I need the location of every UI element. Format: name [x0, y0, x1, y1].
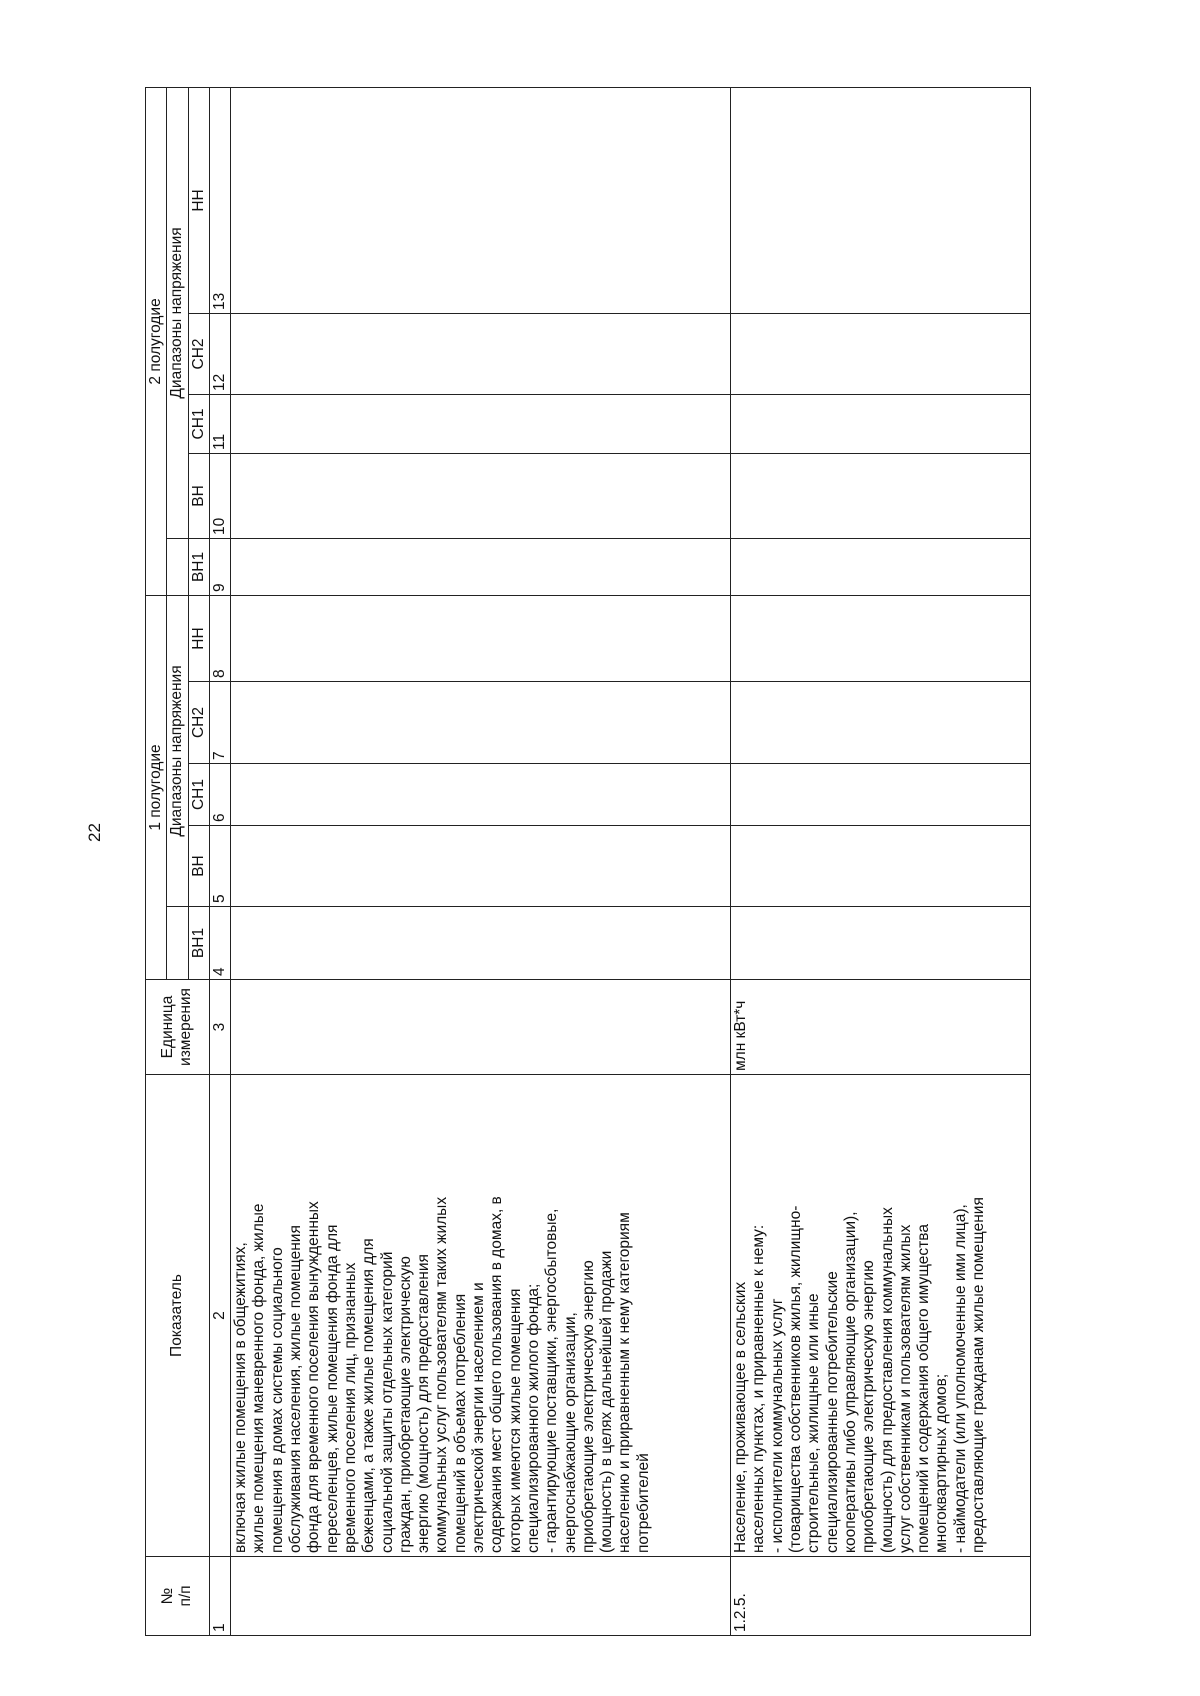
table-row: [231, 87, 731, 1635]
header-sn1-1: СН1: [188, 764, 209, 826]
col-number: 9: [209, 538, 230, 595]
header-half1: 1 полугодие: [146, 595, 167, 979]
col-number: 12: [209, 313, 230, 394]
header-vn-2: ВН: [188, 453, 209, 538]
header-nn-1: НН: [188, 595, 209, 681]
tariff-table: [145, 87, 1031, 1636]
header-ranges-1: Диапазоны напряжения: [167, 595, 188, 906]
col-number: 7: [209, 682, 230, 764]
col-number: 4: [209, 907, 230, 980]
row-unit: млн кВт*ч: [731, 980, 1031, 1075]
rotated-table-container: [145, 88, 1107, 1636]
header-vn1-1: ВН1: [188, 907, 209, 980]
page-number: 22: [85, 823, 104, 842]
row-num: 1.2.5.: [731, 1557, 1031, 1636]
col-number: 13: [209, 87, 230, 313]
header-sn1-2: СН1: [188, 394, 209, 453]
header-ranges-2: Диапазоны напряжения: [167, 87, 188, 538]
header-nn-2: НН: [188, 87, 209, 313]
col-number: 6: [209, 764, 230, 826]
col-number: 11: [209, 394, 230, 453]
row-num: [231, 1557, 731, 1636]
header-vn-1: ВН: [188, 826, 209, 907]
col-number: 1: [209, 1557, 230, 1636]
row-unit: [231, 980, 731, 1075]
header-unit: Единица измерения: [146, 980, 210, 1075]
column-number-row: [209, 87, 230, 1635]
header-indicator: Показатель: [146, 1075, 210, 1557]
col-number: 8: [209, 595, 230, 681]
col-number: 10: [209, 453, 230, 538]
header-half2: 2 полугодие: [146, 87, 167, 595]
header-sn2-2: СН2: [188, 313, 209, 394]
col-number: 5: [209, 826, 230, 907]
row-indicator: включая жилые помещения в общежитиях, жилые помещения маневренного фонда, жилые помещения в домах системы социального обслуживания населения, жилые помещения фонда для временного поселения вынужденных переселенцев, жилые помещения фонда для временного поселения лиц, признанных беженцами, а также жилые помещения для социальной защиты отдельных категорий граждан, приобретающие электрическую энергию (мощность) для предоставления коммунальных услуг пользователям таких жилых помещений в объемах потребления электрической энергии населением и содержания мест общего пользования в домах, в которых имеются жилые помещения специализированного жилого фонда; - гарантирующие поставщики, энергосбытовые, энергоснабжающие организации, приобретающие электрическую энергию (мощность) в целях дальнейшей продажи населению и приравненным к нему категориям потребителей: [231, 1075, 731, 1557]
header-vn1-2: ВН1: [188, 538, 209, 595]
col-number: 2: [209, 1075, 230, 1557]
col-number: 3: [209, 980, 230, 1075]
header-num: № п/п: [146, 1557, 210, 1636]
header-sn2-1: СН2: [188, 682, 209, 764]
table-row: [731, 87, 1031, 1635]
row-indicator: Население, проживающее в сельских населенных пунктах, и приравненные к нему: - исполнители коммунальных услуг (товарищества собственников жилья, жилищно- строительные, жилищные или иные специализированные потребительские кооперативы либо управляющие организации), приобретающие электрическую энергию (мощность) для предоставления коммунальных услуг собственникам и пользователям жилых помещений и содержания общего имущества многоквартирных домов; - наймодатели (или уполномоченные ими лица), предоставляющие гражданам жилые помещения: [731, 1075, 1031, 1557]
